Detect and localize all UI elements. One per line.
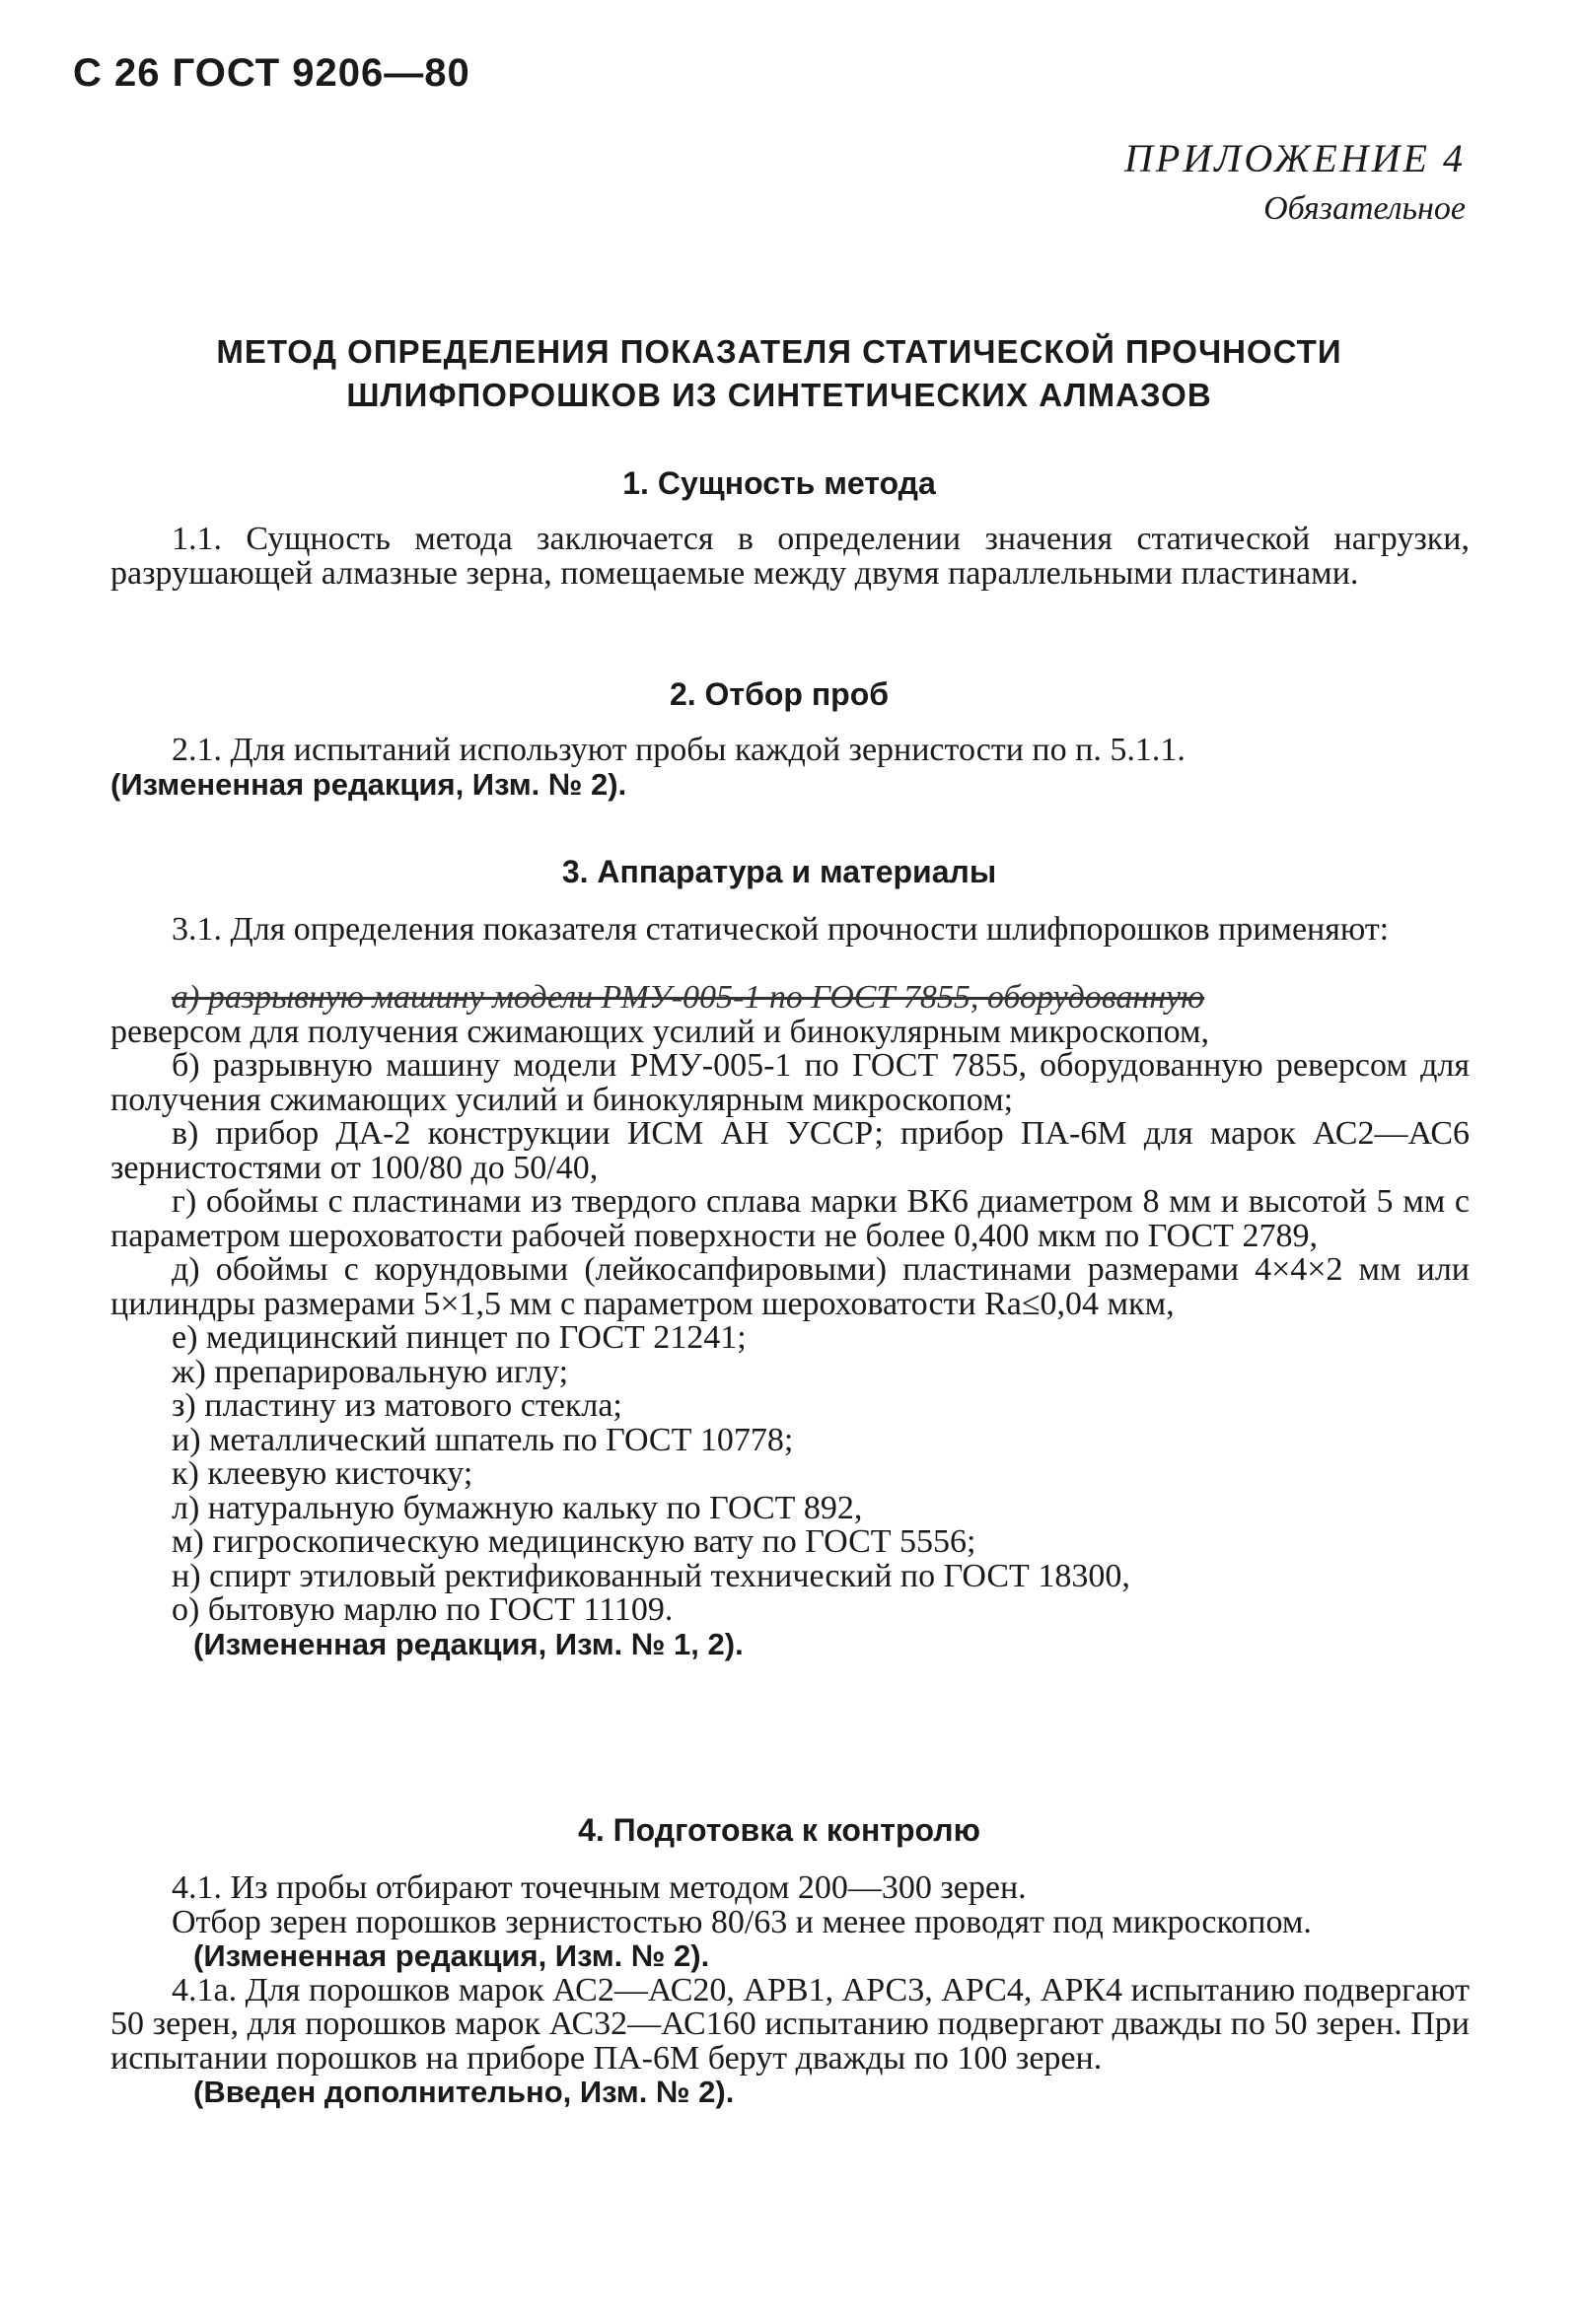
list-item: н) спирт этиловый ректификованный технический по ГОСТ 18300,	[172, 1557, 1130, 1594]
list-item: д) обоймы с корундовыми (лейкосапфировыми) пластинами размерами 4×4×2 мм или цилиндры размерами 5×1,5 мм с параметром шероховатости Ra≤0,04 мкм,	[110, 1251, 1470, 1322]
list-item: м) гигроскопическую медицинскую вату по ГОСТ 5556;	[172, 1523, 976, 1560]
section3-intro-text: 3.1. Для определения показателя статической прочности шлифпорошков применяют:	[172, 911, 1390, 948]
section4-note1: (Измененная редакция, Изм. № 2).	[193, 1938, 710, 1973]
section4-note1-line	[110, 1939, 1470, 1974]
section4-heading: 4. Подготовка к контролю	[578, 1812, 980, 1848]
list-item: л) натуральную бумажную кальку по ГОСТ 892,	[172, 1489, 863, 1526]
section3-heading: 3. Аппаратура и материалы	[561, 854, 997, 889]
appendix-label	[1124, 132, 1466, 233]
list-item: в) прибор ДА-2 конструкции ИСМ АН УССР; прибор ПА-6М для марок АС2—АС6 зернистостями от 100/80 до 50/40,	[110, 1115, 1470, 1186]
section3-note: (Измененная редакция, Изм. № 1, 2).	[193, 1626, 744, 1661]
list-item: е) медицинский пинцет по ГОСТ 21241;	[172, 1319, 747, 1356]
list-item-crossed-tail: реверсом для получения сжимающих усилий и бинокулярным микроскопом,	[110, 1013, 1210, 1050]
section1-heading: 1. Сущность метода	[622, 465, 936, 501]
section4-p2: Отбор зерен порошков зернистостью 80/63 и менее проводят под микроскопом.	[172, 1903, 1312, 1940]
section3-note-line	[110, 1628, 1470, 1662]
equipment-list	[110, 981, 1470, 1661]
section1-paragraph	[110, 523, 1470, 591]
appendix-title: ПРИЛОЖЕНИЕ 4	[1124, 136, 1466, 180]
list-item: б) разрывную машину модели РМУ-005-1 по ГОСТ 7855, оборудованную реверсом для получения сжимающих усилий и бинокулярным микроскопом;	[110, 1047, 1470, 1118]
section4-p1: 4.1. Из пробы отбирают точечным методом 200—300 зерен.	[172, 1869, 1027, 1906]
list-item: о) бытовую марлю по ГОСТ 11109.	[172, 1591, 674, 1628]
list-item: ж) препарировальную иглу;	[172, 1353, 569, 1390]
list-item: г) обоймы с пластинами из твердого сплава марки ВК6 диаметром 8 мм и высотой 5 мм с параметром шероховатости рабочей поверхности не более 0,400 мкм по ГОСТ 2789,	[110, 1183, 1470, 1254]
section4-body	[110, 1871, 1470, 2110]
document-title-line1: МЕТОД ОПРЕДЕЛЕНИЯ ПОКАЗАТЕЛЯ СТАТИЧЕСКОЙ ПРОЧНОСТИ	[216, 333, 1342, 370]
section2-note: (Измененная редакция, Изм. № 2).	[110, 766, 627, 802]
document-title-line2: ШЛИФПОРОШКОВ ИЗ СИНТЕТИЧЕСКИХ АЛМАЗОВ	[346, 377, 1212, 413]
appendix-subtitle: Обязательное	[1263, 190, 1466, 227]
list-item: и) металлический шпатель по ГОСТ 10778;	[172, 1421, 794, 1458]
section2-heading: 2. Отбор проб	[669, 676, 890, 712]
section1-text: 1.1. Сущность метода заключается в определении значения статической нагрузки, разрушающей алмазные зерна, помещаемые между двумя параллельными пластинами.	[110, 521, 1470, 592]
list-item: з) пластину из матового стекла;	[172, 1387, 622, 1424]
section4-note2: (Введен дополнительно, Изм. № 2).	[193, 2075, 735, 2109]
page-header: С 26 ГОСТ 9206—80	[73, 51, 470, 95]
section4-p3: 4.1а. Для порошков марок АС2—АС20, АРВ1, АРС3, АРС4, АРК4 испытанию подвергают 50 зерен, для порошков марок АС32—АС160 испытанию подвергают дважды по 50 зерен. При испытании порошков на приборе ПА-6М берут дважды по 100 зерен.	[110, 1971, 1470, 2077]
section3-intro	[110, 913, 1470, 948]
list-item-crossed	[110, 981, 1470, 1016]
section2-text: 2.1. Для испытаний используют пробы каждой зернистости по п. 5.1.1.	[172, 732, 1186, 768]
section4-note2-line	[110, 2076, 1470, 2110]
section2-paragraph	[110, 734, 1470, 802]
list-item: к) клеевую кисточку;	[172, 1455, 473, 1492]
crossed-out-text: а) разрывную машину модели РМУ-005-1 по ГОСТ 7855, оборудованную	[172, 979, 1205, 1016]
